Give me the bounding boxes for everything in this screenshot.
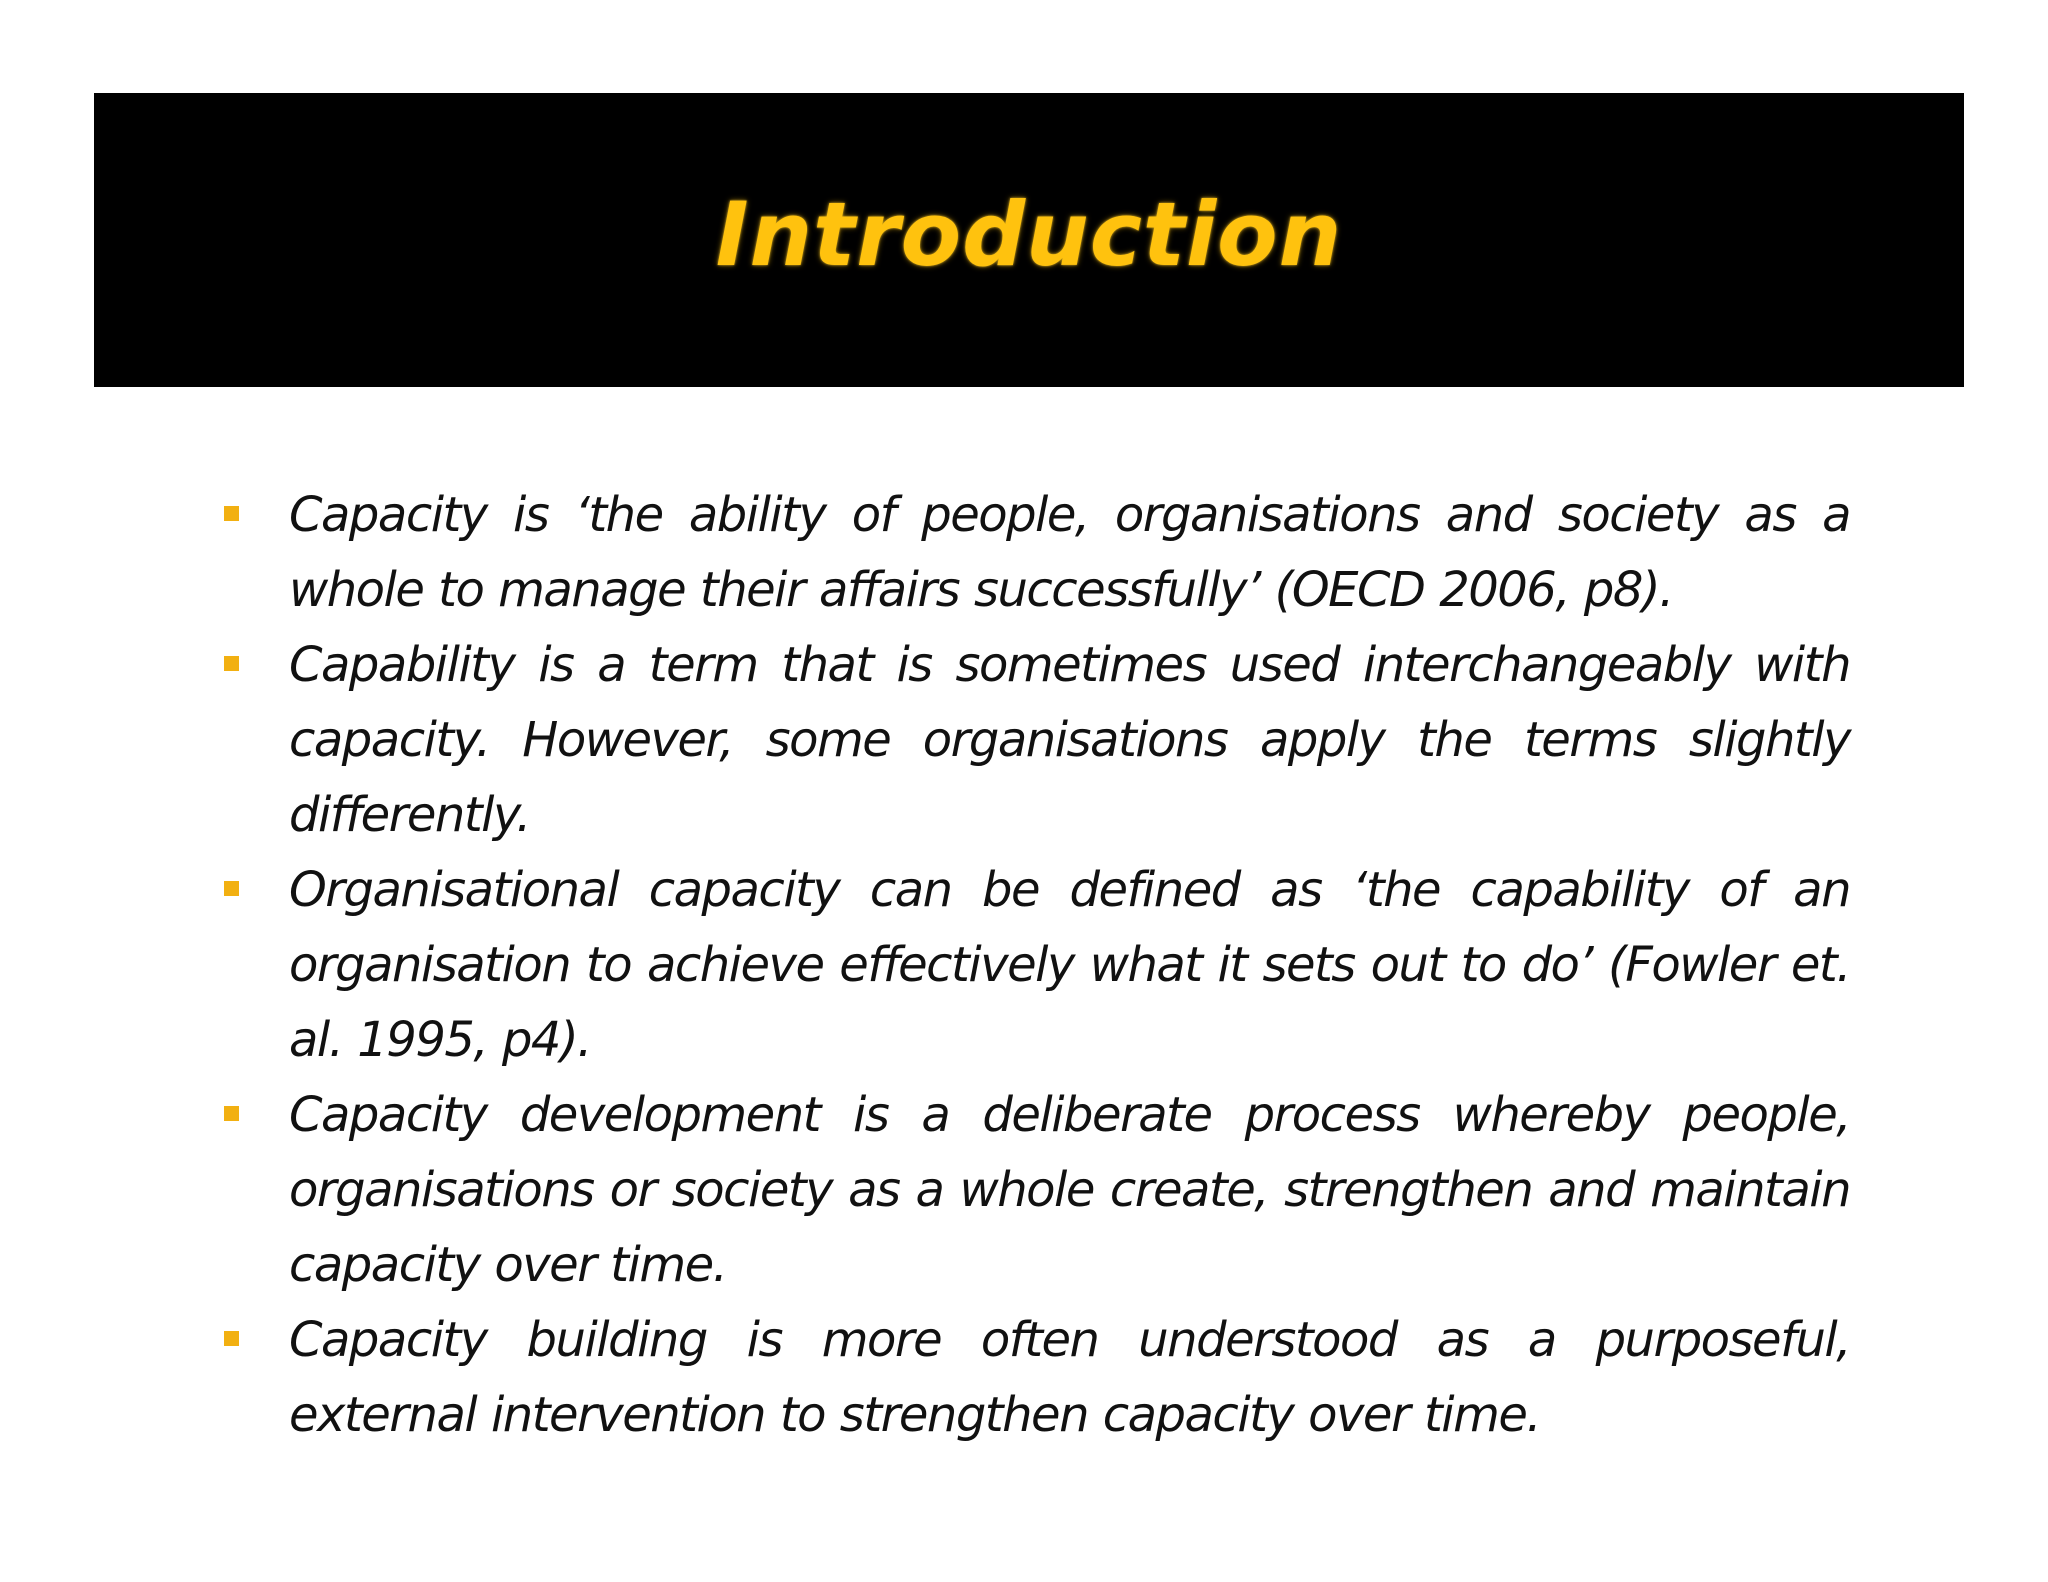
square-bullet-icon [224,881,239,896]
bullet-item-capability [222,628,1850,853]
square-bullet-icon [224,506,239,521]
square-bullet-icon [224,1331,239,1346]
bullet-text: Capacity building is more often understood as a purposeful, external intervention to strengthen capacity over time. [289,1312,1850,1443]
bullet-item-organisational-capacity [222,853,1850,1078]
bullet-text: Capability is a term that is sometimes used interchangeably with capacity. However, some organisations apply the terms slightly differently. [289,637,1850,843]
bullet-text: Capacity development is a deliberate process whereby people, organisations or society as a whole create, strengthen and maintain capacity over time. [289,1087,1850,1293]
square-bullet-icon [224,1106,239,1121]
title-bar [94,93,1964,387]
slide-title: Introduction [715,182,1343,286]
bullet-item-capacity-building [222,1303,1850,1453]
bullet-text: Capacity is ‘the ability of people, organisations and society as a whole to manage their affairs successfully’ (OECD 2006, p8). [289,487,1850,618]
bullet-list [222,478,1850,1453]
bullet-item-capacity-development [222,1078,1850,1303]
bullet-item-capacity [222,478,1850,628]
square-bullet-icon [224,656,239,671]
bullet-text: Organisational capacity can be defined as ‘the capability of an organisation to achieve effectively what it sets out to do’ (Fowler et. al. 1995, p4). [289,862,1850,1068]
